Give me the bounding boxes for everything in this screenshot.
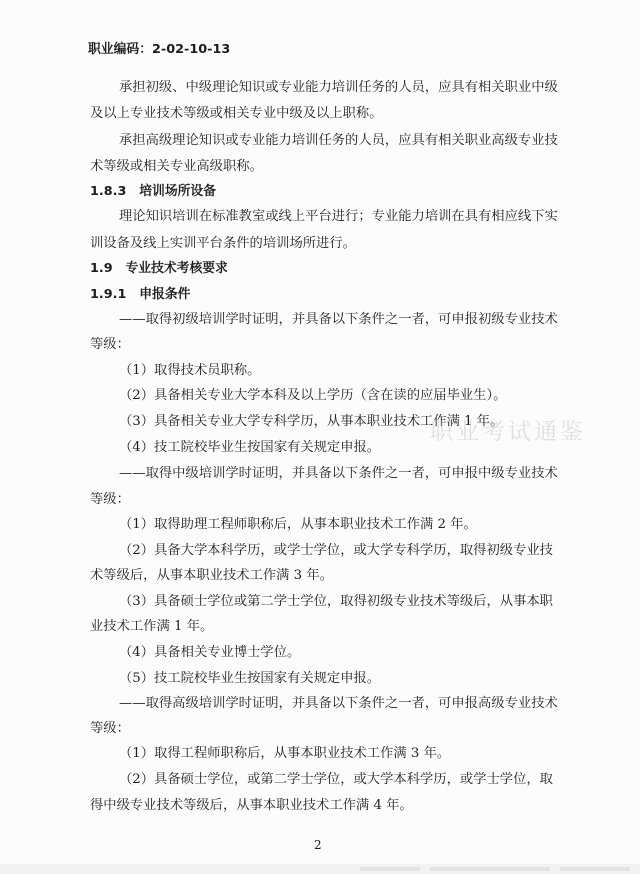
list-item: （1）取得技术员职称。: [119, 363, 261, 378]
text-line: ——取得中级培训学时证明，并具备以下条件之一者，可申报中级专业技术: [119, 466, 558, 481]
list-item: （3）具备相关专业大学专科学历，从事本职业技术工作满 1 年。: [119, 414, 504, 429]
list-item: （2）具备相关专业大学本科及以上学历（含在读的应届毕业生）。: [119, 388, 507, 403]
list-item: （5）技工院校毕业生按国家有关规定申报。: [119, 671, 381, 686]
list-item: （1）取得工程师职称后，从事本职业技术工作满 3 年。: [119, 746, 451, 761]
text-line: 术等级后，从事本职业技术工作满 3 年。: [90, 568, 333, 583]
text-line: 承担高级理论知识或专业能力培训任务的人员，应具有相关职业高级专业技: [119, 133, 558, 148]
text-line: ——取得初级培训学时证明，并具备以下条件之一者，可申报初级专业技术: [119, 312, 558, 327]
watermark: 职业考试通鉴: [430, 419, 586, 445]
section-heading-1-8-3: 1.8.3 培训场所设备: [90, 184, 217, 199]
list-item: （4）技工院校毕业生按国家有关规定申报。: [119, 440, 381, 455]
section-heading-1-9: 1.9 专业技术考核要求: [90, 261, 228, 276]
text-line: ——取得高级培训学时证明，并具备以下条件之一者，可申报高级专业技术: [119, 696, 558, 711]
text-line: 及以上专业技术等级或相关专业中级及以上职称。: [90, 106, 383, 121]
text-line: 等级：: [90, 492, 130, 507]
page-number: 2: [314, 838, 322, 852]
text-line: 等级：: [90, 337, 130, 352]
list-item: （2）具备大学本科学历，或学士学位，或大学专科学历，取得初级专业技: [119, 543, 553, 558]
text-line: 理论知识培训在标准教室或线上平台进行；专业能力培训在具有相应线下实: [119, 209, 558, 224]
list-item: （3）具备硕士学位或第二学士学位，取得初级专业技术等级后，从事本职: [119, 594, 553, 609]
footer-band: [0, 864, 640, 874]
list-item: （1）取得助理工程师职称后，从事本职业技术工作满 2 年。: [119, 517, 477, 532]
text-line: 承担初级、中级理论知识或专业能力培训任务的人员，应具有相关职业中级: [119, 80, 558, 95]
text-line: 训设备及线上实训平台条件的培训场所进行。: [90, 236, 356, 251]
occupation-code: 职业编码：2-02-10-13: [88, 42, 231, 57]
list-item: （2）具备硕士学位，或第二学士学位，或大学本科学历，或学士学位，取: [119, 772, 553, 787]
text-line: 得中级专业技术等级后，从事本职业技术工作满 4 年。: [90, 798, 413, 813]
text-line: 业技术工作满 1 年。: [90, 619, 214, 634]
section-heading-1-9-1: 1.9.1 申报条件: [90, 287, 191, 302]
text-line: 术等级或相关专业高级职称。: [90, 159, 263, 174]
list-item: （4）具备相关专业博士学位。: [119, 645, 301, 660]
text-line: 等级：: [90, 721, 130, 736]
